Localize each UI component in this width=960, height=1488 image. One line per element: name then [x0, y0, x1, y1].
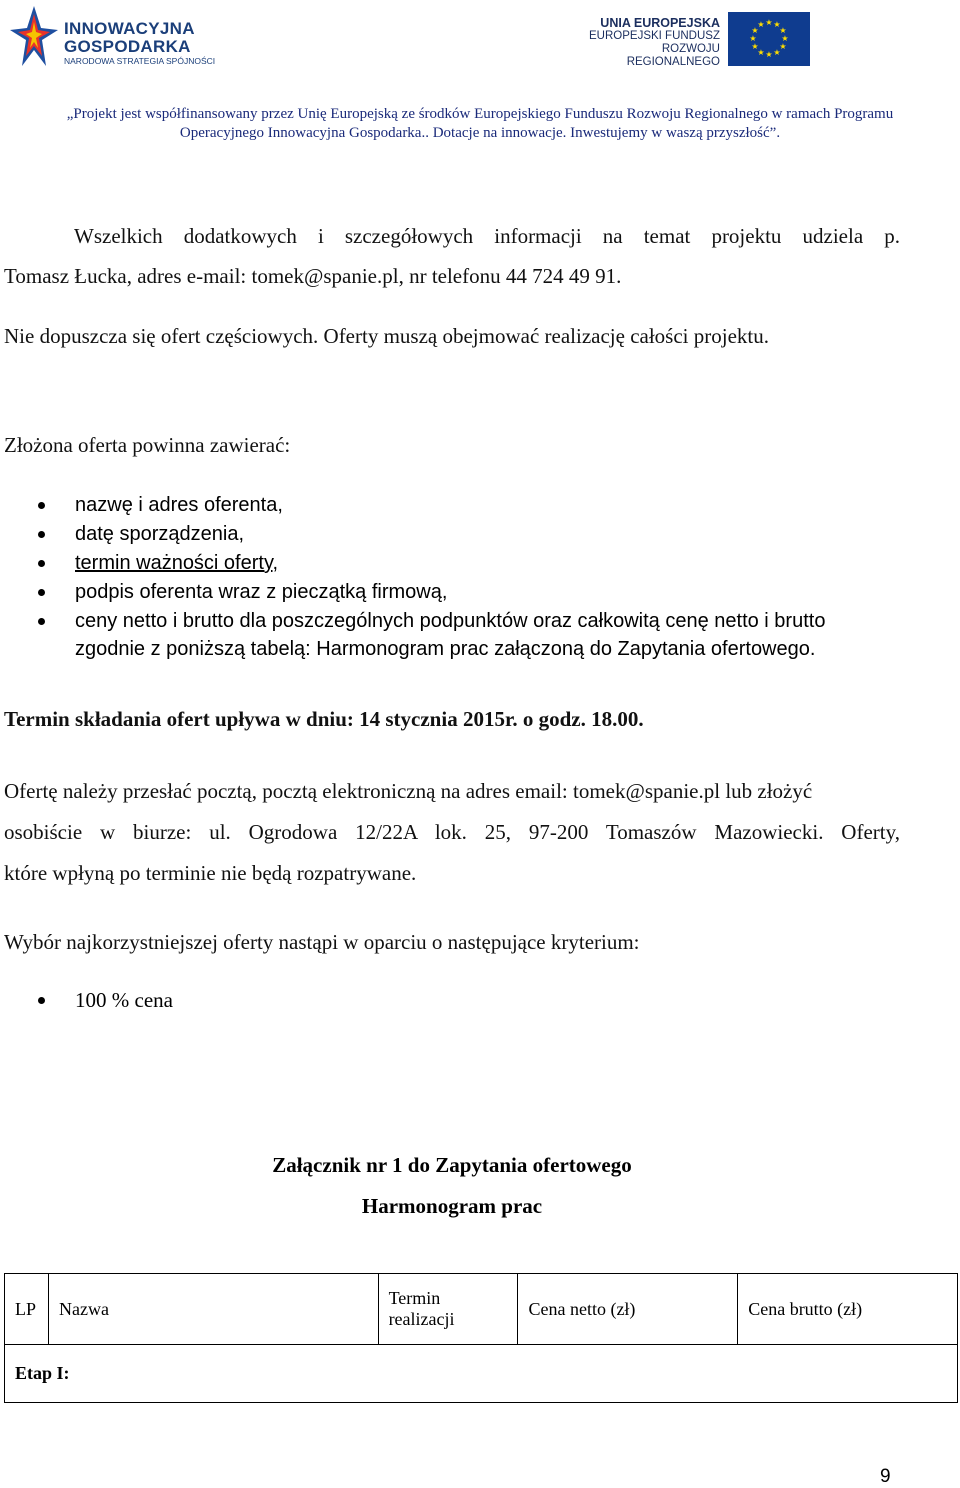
- eu-logo-line3: ROZWOJU REGIONALNEGO: [626, 43, 720, 68]
- svg-text:★: ★: [751, 42, 759, 51]
- bullet-icon: [38, 531, 45, 538]
- submit-line-1: Ofertę należy przesłać pocztą, pocztą elektroniczną na adres email: tomek@spanie.pl lub złożyć: [4, 779, 813, 803]
- svg-text:★: ★: [773, 20, 781, 29]
- innowacyjna-gospodarka-logo: [8, 4, 218, 70]
- svg-text:★: ★: [757, 48, 765, 57]
- col-header-cena-netto: Cena netto (zł): [518, 1274, 738, 1345]
- submit-line-3: które wpłyną po terminie nie będą rozpatrywane.: [4, 861, 417, 885]
- etap-label: Etap I:: [5, 1345, 958, 1403]
- svg-text:★: ★: [773, 48, 781, 57]
- eu-logo-line1: UNIA EUROPEJSKA: [600, 16, 720, 30]
- eu-logo-line2: EUROPEJSKI FUNDUSZ: [589, 30, 720, 42]
- eu-flag-icon: [728, 12, 810, 66]
- svg-text:★: ★: [779, 42, 787, 51]
- annex-title: Załącznik nr 1 do Zapytania ofertowego: [272, 1153, 632, 1177]
- cofinancing-note-line2: Operacyjnego Innowacyjna Gospodarka.. Dotacje na innowacje. Inwestujemy w waszą przyszłość”.: [179, 125, 781, 141]
- info-line-2: Tomasz Łucka, adres e-mail: tomek@spanie.pl, nr telefonu 44 724 49 91.: [4, 264, 622, 288]
- svg-text:★: ★: [781, 34, 789, 43]
- ig-logo-line2: GOSPODARKA: [64, 37, 191, 56]
- svg-text:★: ★: [757, 20, 765, 29]
- ig-logo-line3: NARODOWA STRATEGIA SPÓJNOŚCI: [64, 56, 216, 66]
- page-number: 9: [880, 1466, 891, 1487]
- bullet-icon: [38, 997, 45, 1004]
- table-row: [5, 1345, 958, 1403]
- cofinancing-note-line1: „Projekt jest współfinansowany przez Unię Europejską ze środków Europejskiego Funduszu Rozwoju Regionalnego w ramach Programu: [66, 106, 894, 122]
- bullet-icon: [38, 560, 45, 567]
- svg-text:★: ★: [765, 50, 773, 59]
- cofinancing-note: [0, 105, 960, 143]
- bullet-icon: [38, 589, 45, 596]
- svg-text:★: ★: [779, 26, 787, 35]
- col-header-termin: Termin realizacji: [378, 1274, 518, 1345]
- schedule-table: [4, 1273, 958, 1403]
- svg-text:★: ★: [751, 26, 759, 35]
- table-header-row: [5, 1274, 958, 1345]
- offer-deadline: Termin składania ofert upływa w dniu: 14 stycznia 2015r. o godz. 18.00.: [4, 707, 644, 731]
- col-header-lp: LP: [5, 1274, 49, 1345]
- svg-text:★: ★: [749, 34, 757, 43]
- info-line-1: Wszelkich dodatkowych i szczegółowych informacji na temat projektu udziela p.: [74, 224, 900, 248]
- eu-fund-logo: [580, 12, 812, 66]
- annex-subtitle: Harmonogram prac: [361, 1194, 543, 1218]
- offer-contents-heading: Złożona oferta powinna zawierać:: [4, 433, 291, 457]
- svg-text:★: ★: [765, 18, 773, 27]
- col-header-nazwa: Nazwa: [48, 1274, 378, 1345]
- submit-line-2: osobiście w biurze: ul. Ogrodowa 12/22A lok. 25, 97-200 Tomaszów Mazowiecki. Oferty,: [4, 820, 900, 844]
- criteria-heading: Wybór najkorzystniejszej oferty nastąpi w oparciu o następujące kryterium:: [4, 930, 640, 954]
- bullet-icon: [38, 502, 45, 509]
- col-header-cena-brutto: Cena brutto (zł): [738, 1274, 958, 1345]
- bullet-icon: [38, 618, 45, 625]
- ig-star-icon: [8, 4, 60, 68]
- ig-logo-line1: INNOWACYJNA: [64, 19, 195, 38]
- partial-offers-note: Nie dopuszcza się ofert częściowych. Oferty muszą obejmować realizację całości projektu.: [4, 324, 769, 348]
